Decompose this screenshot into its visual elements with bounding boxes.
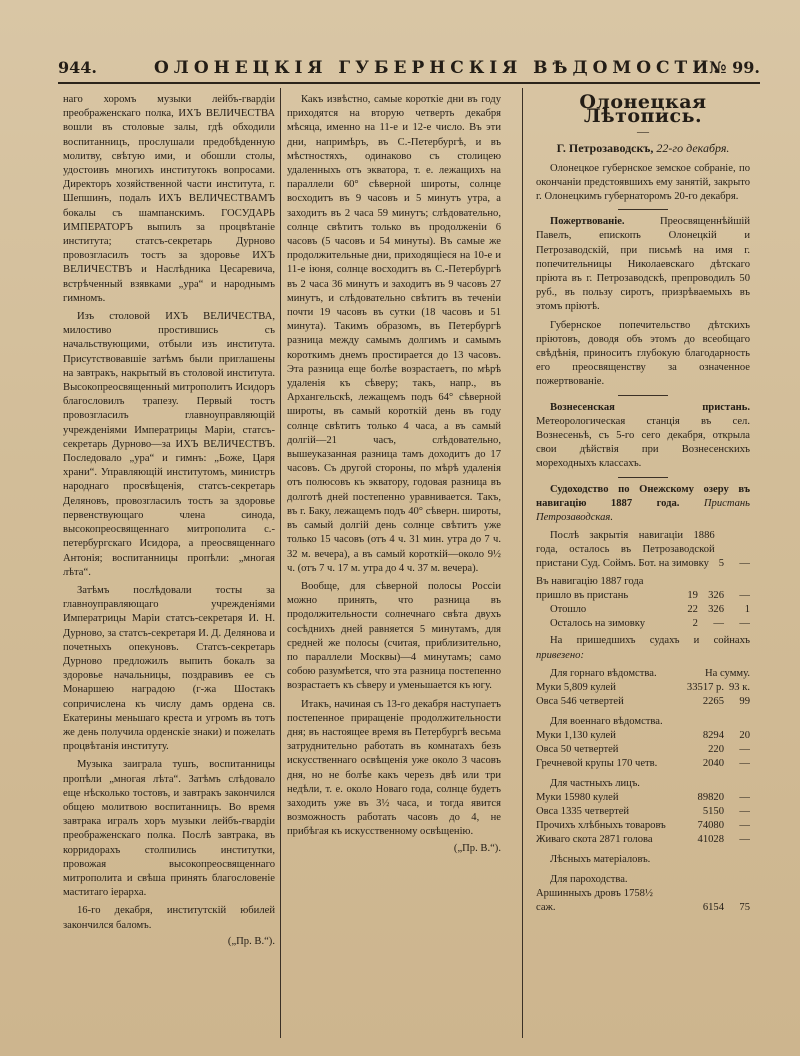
separator (618, 477, 668, 478)
wintering-count-2: — (739, 558, 750, 570)
dateline (536, 141, 750, 155)
table-row: Овса 546 четвертей 2265 99 (536, 695, 750, 707)
cargo-table (536, 667, 750, 915)
mining-heading: Для горнаго вѣдомства. (550, 667, 657, 679)
table-row: Муки 5,809 кулей 33517 р. 93 к. (536, 681, 750, 693)
col2-source-signature: („Пр. В.“). (453, 842, 501, 854)
table-row: Отошло 22 326 1 (550, 604, 750, 616)
col3-paragraph-4 (536, 401, 750, 472)
wintering-table (536, 529, 750, 571)
table-row (536, 715, 750, 729)
col1-paragraph-3: Затѣмъ послѣдовали тосты за главноуправляющаго учрежденіями Императрицы Маріи статсъ-секретаря И. Н. Дурново, за статсъ-секретаря И. Д. Делянова и почетныхъ опекуновъ. Статсъ-секретарь Дурново предложилъ выпить бокалъ за здоровье начальницы, поздравивъ ее съ Монаршею наградою (г-жа Шостакъ сопричислена къ числу дамъ ордена св. Екатерины меньшаго креста и угромъ въ тотъ же день получила орденскіе знаки) и пожелать процвѣтанія институту. (63, 584, 275, 753)
col3-paragraph-5 (536, 483, 750, 526)
col2-paragraph-2: Вообще, для сѣверной полосы Россіи можно принять, что разница въ продолжительности солнечнаго свѣта двухъ сосѣднихъ дней равняется 5 минутамъ, для средней же полосы (считая, приблизительно, по параллели Москвы)—4 минутамъ; само собою разумѣется, что эта разница постепенно возрастаетъ къ сѣверу и уменьшается къ югу. (287, 580, 501, 692)
col1-paragraph-1: наго хоромъ музыки лейбъ-гвардіи преображенскаго полка, ИХЪ ВЕЛИЧЕСТВА вошли въ столовые залы, гдѣ обходили воспитанницъ, прослушали предобѣденную молитву, свѣтую ими, и обошли столы, удостоивъ многихъ институтокъ вопросами. Директоръ хозяйственной части института, г. Шепшинъ, подалъ ИХЪ ВЕЛИЧЕСТВАМЪ бокалы съ шампанскимъ. ГОСУДАРЬ ИМПЕРАТОРЪ выпилъ за процвѣтаніе института; статсъ-секретарь Дурново провозгласилъ тостъ за здоровье ИХЪ ВЕЛИЧЕСТВЪ и Наслѣдника Цесаревича, встрѣченный взявками „ура“ и народнымъ гимномъ. (63, 94, 275, 304)
table-row: Муки 15980 кулей 89820 — (536, 791, 750, 803)
table-row (536, 667, 750, 681)
col1-paragraph-2: Изъ столовой ИХЪ ВЕЛИЧЕСТВА, милостиво простившись съ начальствующими, отбыли изъ института. Присутствовавшіе затѣмъ были приглашены на завтракъ, накрытый въ столовой института. Высокопреосвященный митрополитъ Исидоръ благословилъ трапезу. Первый тостъ провозгласилъ главноуправляющій учрежденіями Императрицы Маріи, статсъ-секретарь Дурново—за ИХЪ ВЕЛИЧЕСТВЪ. Последовало „ура“ и гимнъ: „Боже, Царя храни“. Управляющій институтомъ, министръ народнаго просвѣщенія, статсъ-секретарь Деляновъ, провозгласилъ тостъ за здоровье первенствующаго члена синода, высокопреосвященнаго митрополита с.-петербургскаго Исидора, а преосвященнаго Антонія; воспитанницы пропѣли: „многая лѣта“. (63, 311, 275, 578)
section-title: Олонецкая Лѣтопись. (579, 93, 707, 128)
dateline-city: Г. Петрозаводскъ, (556, 141, 654, 156)
col2-paragraph-1: Какъ извѣстно, самые короткіе дни въ году приходятся на вторую четверть декабря мѣсяца, именно на 11-е и 12-е число. Въ эти дни, напримѣръ, въ С.-Петербургѣ, и въ мѣстностяхъ, одинаково съ столицею удаленныхъ отъ экватора, т. е. лежащихъ на параллели 60° сѣверной широты, солнце восходитъ въ 9 часовъ и 5 минутъ утра, а заходитъ въ 2 часа 59 минутъ; слѣдовательно, солнце свѣтитъ только въ продолженіи 6 часовъ (5 часовъ и 54 минуты). Въ самые же продолжительные дни, приходящіеся на 10-е и 11-е іюня, солнце восходитъ въ С.-Петербургѣ въ 2 часа 36 минутъ и заходитъ въ 9 часовъ 27 минутъ, и слѣдовательно свѣтитъ въ теченіи почти 19 часовъ въ сутки (18 часовъ и 51 минута). Такимъ образомъ, въ Петербургѣ разница между самымъ долгимъ и самымъ короткимъ днемъ простирается до 13 часовъ. Эта разница еще болѣе возрастаетъ, по мѣрѣ удаленія къ сѣверу; такъ, напр., въ Архангельскѣ, лежащемъ подъ 64° сѣверной широты, въ самый короткій день въ году солнце свѣтитъ только 4 часа, а въ самый долгій—21 часъ, слѣдовательно, вышеуказанная разница тамъ доходитъ до 17 часовъ. Съ другой стороны, по мѣрѣ удаленія отъ полюсовъ къ экватору, годовая разница въ долготѣ дней постепенно уравнивается. Такъ, въ г. Баку, лежащемъ подъ 40° сѣверн. широты, въ самый долгій день солнце свѣтитъ уже только 15 часовъ (отъ 4 ч. 31 мин. утра до 7 ч. 32 м. вечера), а въ самый короткій—около 9½ ч. (отъ 7 ч. 17 м. утра до 4 ч. 37 м. вечера). (287, 94, 501, 574)
separator (618, 395, 668, 396)
timber-heading: Лѣсныхъ матеріаловъ. (550, 853, 651, 865)
table-row: Муки 1,130 кулей 8294 20 (536, 729, 750, 741)
column-divider-2 (522, 88, 523, 1038)
table-row: Прочихъ хлѣбныхъ товаровъ 74080 — (536, 819, 750, 831)
cargo-note: На пришедшихъ судахъ и сойнахъ привезено: (536, 635, 750, 661)
navigation-heading: Въ навигацію 1887 года (536, 576, 644, 588)
col3-paragraph-2 (536, 215, 750, 314)
pier-heading: Вознесенская пристань. (550, 401, 750, 413)
col1-source-signature: („Пр. В.“). (227, 935, 275, 947)
page-header (58, 56, 760, 84)
donation-text: Преосвященнѣйшій Павелъ, епископъ Олонецкій и Петрозаводскій, при письмѣ на имя г. попечительницы Николаевскаго дѣтскаго пріюта въ г. Петрозаводскѣ, препроводилъ 50 руб., въ пользу сиротъ, призрѣваемыхъ въ этомъ пріютѣ. (536, 216, 750, 313)
col1-paragraph-5: 16-го декабря, институтскій юбилей закончился баломъ. (63, 905, 275, 931)
pier-text: Метеорологическая станція въ сел. Вознесеньѣ, съ 5-го сего декабря, открыла свои дѣйствія при Вознесенскихъ мореходныхъ классахъ. (536, 415, 750, 470)
table-row: Живаго скота 2871 голова 41028 — (536, 833, 750, 845)
private-heading: Для частныхъ лицъ. (550, 777, 640, 789)
newspaper-title: ОЛОНЕЦКІЯ ГУБЕРНСКІЯ ВѢДОМОСТИ. (154, 58, 725, 78)
col1-paragraph-4: Музыка заиграла тушъ, воспитанницы пропѣли „многая лѣта“. Затѣмъ слѣдовало еще нѣсколько тостовъ, и завтракъ закончился общею молитвою воспитанницъ. Во время завтрака игралъ хоръ музыки лейбъ-гвардіи преображенскаго полка. Послѣ завтрака, въ корридорахъ столпились институтки, провожая высокопреосвященнаго митрополита и свѣша принять благословеніе маститаго іерарха. (63, 759, 275, 899)
shipping-heading: Судоходство по Онежскому озеру въ навигацію 1887 года. (536, 483, 750, 509)
page-number: 944. (58, 58, 97, 77)
col2-paragraph-3: Итакъ, начиная съ 13-го декабря наступаетъ постепенное приращеніе продолжительности дня; въ настоящее время въ Петербургѣ весьма затруднительно работать въ комнатахъ безъ искусственнаго освѣщенія уже около 3 часовъ дня, но не болѣе какъ черезъ двѣ или три недѣли, т. е. около Новаго года, солнце будетъ заходить уже въ 3½ часа, и тогда явится возможность работать часовъ до 4, не прибѣгая къ искусственному освѣщенію. (287, 698, 501, 838)
issue-number: № 99. (709, 58, 760, 77)
column-3 (536, 93, 750, 1038)
military-heading: Для военнаго вѣдомства. (550, 715, 663, 727)
table-row: Аршинныхъ дровъ 1758½ саж. 6154 75 (536, 887, 750, 913)
col3-paragraph-1: Олонецкое губернское земское собраніе, по окончаніи предстоявшихъ ему занятій, закрыто г. Олонецкимъ губернаторомъ 20-го декабря. (536, 162, 750, 203)
navigation-table (536, 589, 750, 631)
table-row: Овса 1335 четвертей 5150 — (536, 805, 750, 817)
col3-paragraph-3: Губернское попечительство дѣтскихъ пріютовъ, доводя объ этомъ до всеобщаго свѣдѣнія, приноситъ глубокую благодарность его преосвященству за означенное пожертвованіе. (536, 319, 750, 388)
sum-heading: На сумму. (704, 667, 750, 679)
separator (618, 209, 668, 210)
shipping-subheading: Пристань Петрозаводская. (536, 497, 750, 524)
wintering-label: Послѣ закрытія навигаціи 1886 года, осталось въ Петрозаводской пристани Суд. Соймъ. Бот. на зимовку (536, 530, 715, 570)
steamship-heading: Для пароходства. (550, 873, 628, 885)
table-row: Осталось на зимовку 2 — — (550, 618, 750, 630)
dateline-date: 22-го декабря. (656, 141, 730, 156)
table-row: пришло въ пристань 19 326 — (536, 590, 750, 602)
table-row: Гречневой крупы 170 четв. 2040 — (536, 757, 750, 769)
table-row (536, 853, 750, 867)
section-dash: — (637, 124, 649, 139)
donation-heading: Пожертвованіе. (550, 216, 625, 228)
table-row: Овса 50 четвертей 220 — (536, 743, 750, 755)
wintering-count: 5 (718, 558, 724, 570)
column-2 (287, 93, 501, 1038)
table-row (536, 777, 750, 791)
column-1 (63, 93, 275, 1038)
column-divider-1 (280, 88, 281, 1038)
table-row (536, 873, 750, 887)
